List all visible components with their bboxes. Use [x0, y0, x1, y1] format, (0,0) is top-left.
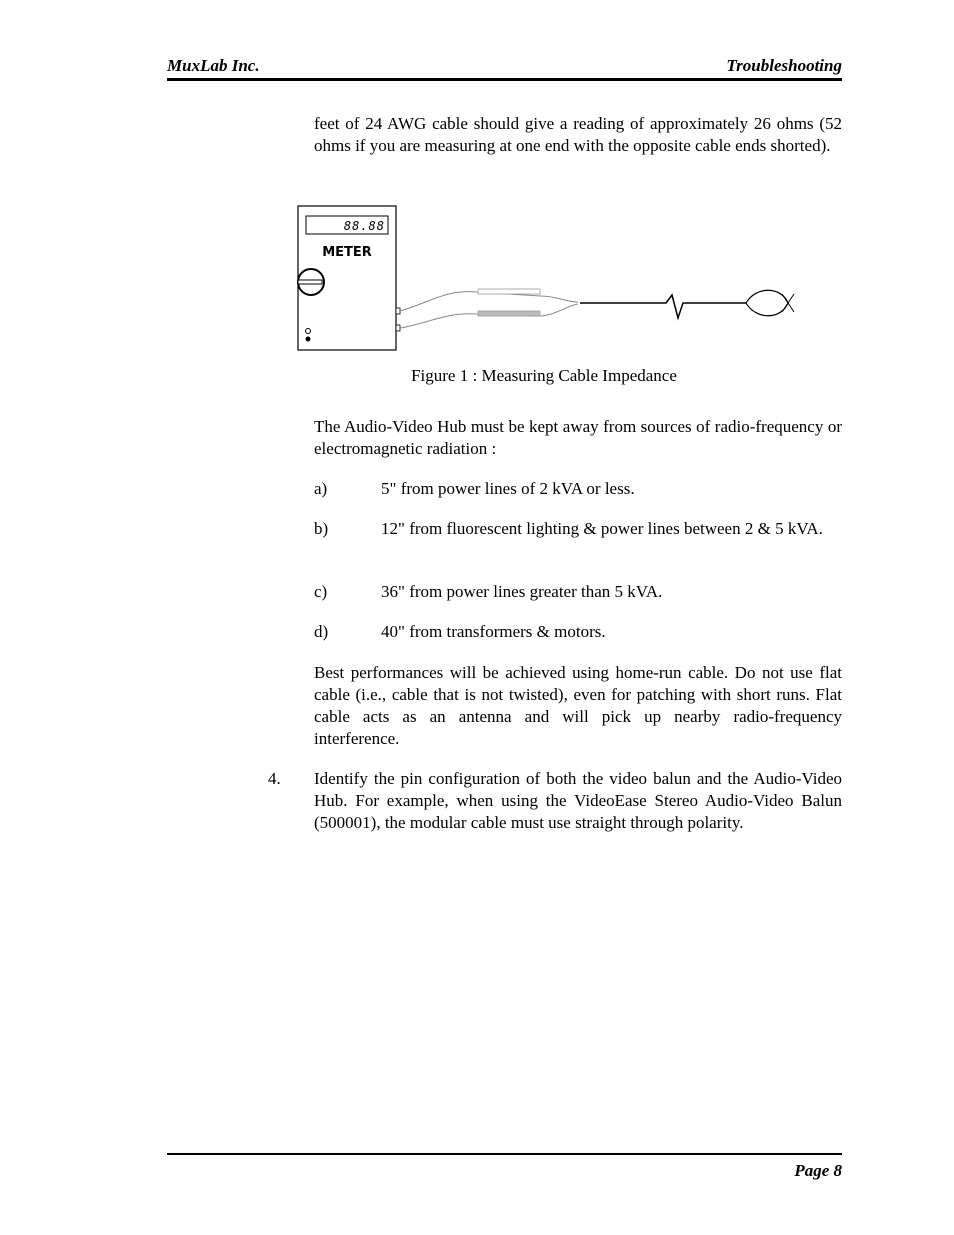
cable-paragraph: Best performances will be achieved using home-run cable. Do not use flat cable (i.e., cable that is not twisted), even for patching with short runs. Flat cable acts as an antenna and will pick up nearby radio-frequency interference.: [314, 663, 842, 748]
page-header: [167, 54, 842, 81]
list-text: 40" from transformers & motors.: [381, 622, 606, 641]
cable-impedance-figure: [296, 204, 796, 354]
list-marker: d): [314, 622, 329, 641]
list-marker: a): [314, 479, 328, 498]
meter-label: METER: [322, 245, 372, 260]
page-footer: [167, 1153, 842, 1180]
step-number: 4.: [268, 769, 281, 788]
list-text: 36" from power lines greater than 5 kVA.: [381, 582, 663, 601]
meter-display-value: 88.88: [343, 219, 385, 233]
page-number: Page 8: [794, 1161, 842, 1180]
jack-icon: [306, 337, 311, 342]
list-marker: b): [314, 519, 329, 538]
list-text: 5" from power lines of 2 kVA or less.: [381, 479, 635, 498]
meter-diagram: [296, 204, 796, 354]
list-text: 12" from fluorescent lighting & power lines between 2 & 5 kVA.: [381, 519, 823, 538]
intro-paragraph: feet of 24 AWG cable should give a reading of approximately 26 ohms (52 ohms if you are measuring at one end with the opposite cable ends shorted).: [314, 114, 842, 155]
cable-line: [580, 295, 746, 318]
jack-icon: [306, 329, 311, 334]
company-name: MuxLab Inc.: [167, 56, 260, 75]
radiation-paragraph: The Audio-Video Hub must be kept away from sources of radio-frequency or electromagnetic radiation :: [314, 417, 842, 458]
step-text: Identify the pin configuration of both the video balun and the Audio-Video Hub. For example, when using the VideoEase Stereo Audio-Video Balun (500001), the modular cable must use straight through polarity.: [314, 769, 842, 832]
list-marker: c): [314, 582, 328, 601]
section-title: Troubleshooting: [726, 56, 842, 75]
figure-caption: Figure 1 : Measuring Cable Impedance: [411, 366, 677, 385]
